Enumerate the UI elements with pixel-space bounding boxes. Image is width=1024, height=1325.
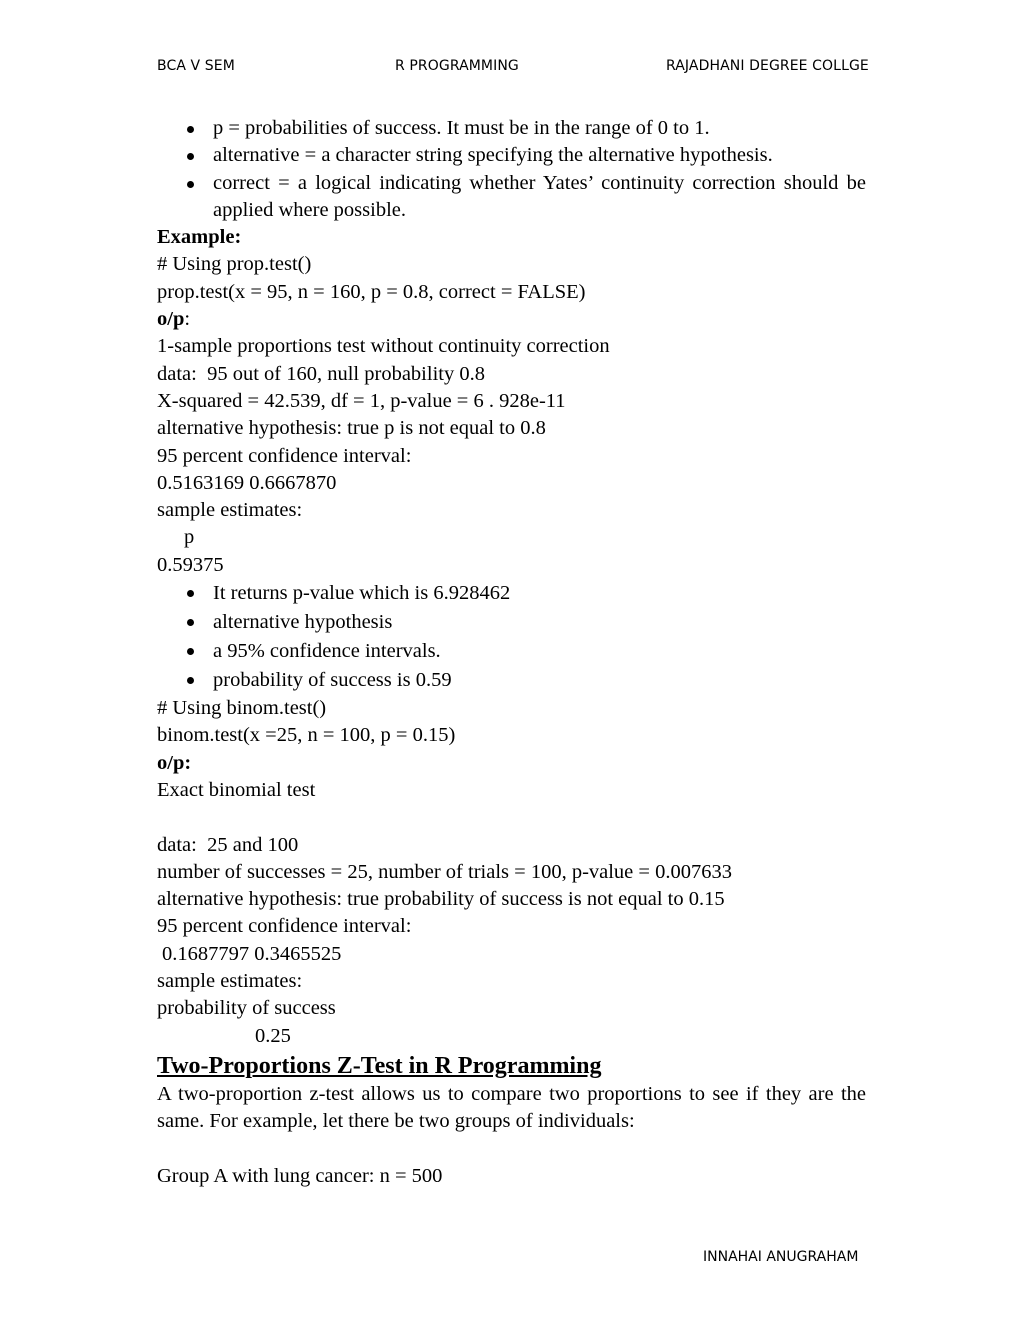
bullet-icon xyxy=(187,648,194,655)
estimate-value: 0.25 xyxy=(255,1024,291,1047)
bullet-text: a 95% confidence intervals. xyxy=(213,640,441,663)
op-colon: : xyxy=(184,308,191,331)
estimates-label: sample estimates: xyxy=(157,970,303,993)
output-line: number of successes = 25, number of trials = 100, p-value = 0.007633 xyxy=(157,860,732,883)
parameter-bullet-list xyxy=(157,115,866,224)
confidence-interval: 0.1687797 0.3465525 xyxy=(162,942,342,965)
estimate-value: 0.59375 xyxy=(157,553,224,576)
bullet-item xyxy=(157,637,866,666)
op-label: o/p xyxy=(157,308,185,331)
prop-test-code: prop.test(x = 95, n = 160, p = 0.8, correct = FALSE) xyxy=(157,280,586,303)
bullet-item xyxy=(157,666,866,695)
output-line: sample estimates: xyxy=(157,499,303,522)
header-subject: R PROGRAMMING xyxy=(395,58,519,74)
bullet-icon xyxy=(187,153,194,160)
result-bullet-list xyxy=(157,579,866,695)
output-line: alternative hypothesis: true probability of success is not equal to 0.15 xyxy=(157,888,725,911)
binom-test-title: Exact binomial test xyxy=(157,778,316,801)
output-line: 1-sample proportions test without continuity correction xyxy=(157,335,610,358)
bullet-icon xyxy=(187,677,194,684)
output-line: data: 95 out of 160, null probability 0.8 xyxy=(157,362,485,385)
blank-line xyxy=(157,804,866,831)
bullet-text: alternative hypothesis xyxy=(213,611,393,634)
bullet-icon xyxy=(187,590,194,597)
blank-line xyxy=(157,1136,866,1163)
output-line: 0.5163169 0.6667870 xyxy=(157,471,337,494)
output-line: 95 percent confidence interval: xyxy=(157,444,412,467)
bullet-text: It returns p-value which is 6.928462 xyxy=(213,582,511,605)
bullet-icon xyxy=(187,126,194,133)
bullet-item xyxy=(157,579,866,608)
binom-test-code: binom.test(x =25, n = 100, p = 0.15) xyxy=(157,724,456,747)
bullet-item-alternative xyxy=(157,142,866,169)
estimate-name: p xyxy=(184,526,195,549)
estimate-name: probability of success xyxy=(157,997,336,1020)
binom-test-output-label: o/p: xyxy=(157,751,192,774)
example-heading: Example: xyxy=(157,226,242,249)
prop-test-comment: # Using prop.test() xyxy=(157,253,312,276)
section-paragraph: A two-proportion z-test allows us to compare two proportions to see if they are the same. For example, let there be two groups of individuals: xyxy=(157,1082,866,1133)
bullet-icon xyxy=(187,619,194,626)
section-heading: Two-Proportions Z-Test in R Programming xyxy=(157,1052,602,1079)
footer-author: INNAHAI ANUGRAHAM xyxy=(703,1249,859,1265)
header-course: BCA V SEM xyxy=(157,58,235,74)
bullet-text: alternative = a character string specifying the alternative hypothesis. xyxy=(213,144,773,167)
page-content xyxy=(157,115,866,1190)
bullet-text: correct = a logical indicating whether Yates’ continuity correction should be applied where possible. xyxy=(213,171,866,221)
output-line: 95 percent confidence interval: xyxy=(157,915,412,938)
output-line: X-squared = 42.539, df = 1, p-value = 6 . 928e-11 xyxy=(157,389,566,412)
bullet-item xyxy=(157,608,866,637)
bullet-text: p = probabilities of success. It must be in the range of 0 to 1. xyxy=(213,117,710,139)
output-line: data: 25 and 100 xyxy=(157,833,299,856)
header-college: RAJADHANI DEGREE COLLGE xyxy=(666,58,869,74)
bullet-text: probability of success is 0.59 xyxy=(213,669,452,692)
prop-test-output-label xyxy=(157,306,866,333)
group-a-line: Group A with lung cancer: n = 500 xyxy=(157,1164,443,1187)
bullet-item-correct xyxy=(157,170,866,225)
bullet-item-p xyxy=(157,115,866,142)
output-line: alternative hypothesis: true p is not equal to 0.8 xyxy=(157,417,546,440)
binom-test-comment: # Using binom.test() xyxy=(157,697,327,720)
bullet-icon xyxy=(187,181,194,188)
